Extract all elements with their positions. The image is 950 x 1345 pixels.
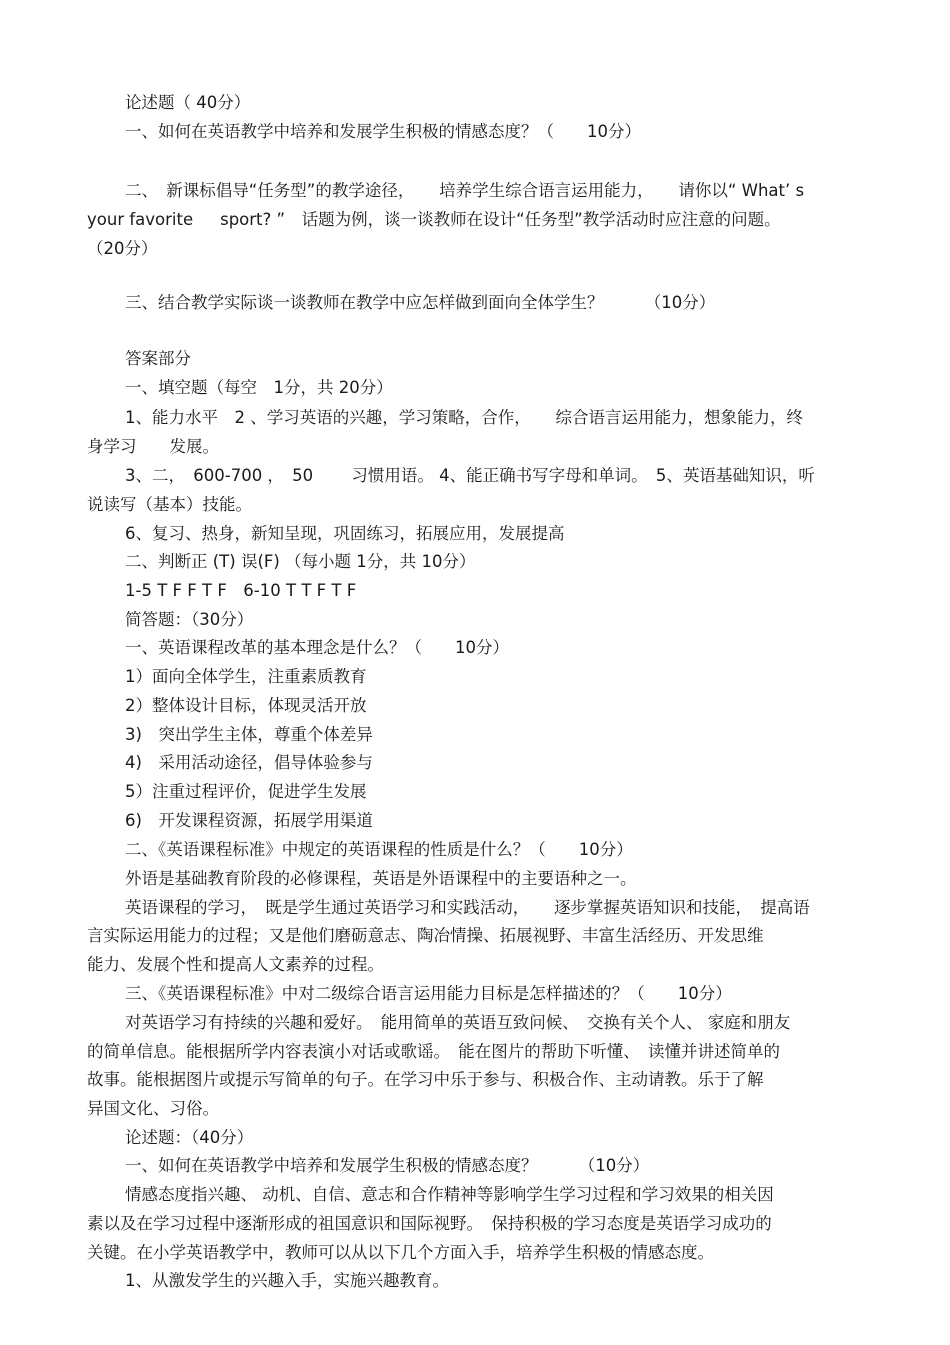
subsection-heading: 一、填空题（每空 1分，共 20分） [125, 378, 393, 397]
answer-line: 英语课程的学习， 既是学生通过英语学习和实践活动， 逐步掌握英语知识和技能， 提高语 [125, 898, 810, 917]
answer-line: 素以及在学习过程中逐渐形成的祖国意识和国际视野。 保持积极的学习态度是英语学习成功的 [87, 1214, 772, 1233]
question-line: 二、 新课标倡导“任务型”的教学途径， 培养学生综合语言运用能力， 请你以“ What’ s [125, 181, 805, 200]
answer-line: 异国文化、习俗。 [87, 1099, 219, 1118]
answer-line: 1、从激发学生的兴趣入手，实施兴趣教育。 [125, 1271, 449, 1290]
answer-line: 5）注重过程评价，促进学生发展 [125, 782, 367, 801]
question-line: 一、如何在英语教学中培养和发展学生积极的情感态度？（ 10分） [125, 122, 641, 141]
question-line: your favorite sport? ” 话题为例，谈一谈教师在设计“任务型”教学活动时应注意的问题。 [87, 210, 781, 229]
answer-line: 1）面向全体学生，注重素质教育 [125, 667, 367, 686]
answer-line: 2）整体设计目标，体现灵活开放 [125, 696, 367, 715]
question-line: 三、结合教学实际谈一谈教师在教学中应怎样做到面向全体学生？ （10分） [125, 293, 716, 312]
question-line: 一、如何在英语教学中培养和发展学生积极的情感态度？ （10分） [125, 1156, 650, 1175]
answer-line: 的简单信息。能根据所学内容表演小对话或歌谣。 能在图片的帮助下听懂、 读懂并讲述简单的 [87, 1042, 780, 1061]
subsection-heading: 二、判断正 (T) 误(F) （每小题 1分，共 10分） [125, 552, 476, 571]
answer-line: 1、能力水平 2 、学习英语的兴趣，学习策略，合作， 综合语言运用能力，想象能力，终 [125, 408, 803, 427]
answer-line: 6、复习、热身，新知呈现，巩固练习，拓展应用，发展提高 [125, 524, 565, 543]
answer-line: 身学习 发展。 [87, 437, 219, 456]
answer-line: 外语是基础教育阶段的必修课程，英语是外语课程中的主要语种之一。 [125, 869, 637, 888]
section-heading: 答案部分 [125, 349, 191, 368]
section-heading: 简答题：（30分） [125, 610, 254, 629]
question-line: 三、《英语课程标准》中对二级综合语言运用能力目标是怎样描述的？（ 10分） [125, 984, 732, 1003]
answer-line: 对英语学习有持续的兴趣和爱好。 能用简单的英语互致问候、 交换有关个人、 家庭和朋友 [125, 1013, 791, 1032]
answer-line: 4) 采用活动途径，倡导体验参与 [125, 753, 373, 772]
answer-line: 3) 突出学生主体，尊重个体差异 [125, 725, 373, 744]
section-heading: 论述题（ 40分） [125, 93, 251, 112]
section-heading: 论述题：（40分） [125, 1128, 254, 1147]
answer-line: 能力、发展个性和提高人文素养的过程。 [87, 955, 384, 974]
question-line: （20分） [87, 239, 158, 258]
answer-line: 说读写（基本）技能。 [87, 495, 252, 514]
answer-line: 故事。能根据图片或提示写简单的句子。在学习中乐于参与、积极合作、主动请教。乐于了解 [87, 1070, 764, 1089]
answer-line: 言实际运用能力的过程；又是他们磨砺意志、陶冶情操、拓展视野、丰富生活经历、开发思维 [87, 926, 764, 945]
answer-line: 3、二， 600-700 ， 50 习惯用语。 4、能正确书写字母和单词。 5、英语基础知识，听 [125, 466, 815, 485]
answer-line: 1-5 T F F T F 6-10 T T F T F [125, 581, 357, 600]
answer-line: 6) 开发课程资源，拓展学用渠道 [125, 811, 373, 830]
question-line: 一、英语课程改革的基本理念是什么？（ 10分） [125, 638, 509, 657]
question-line: 二、《英语课程标准》中规定的英语课程的性质是什么？（ 10分） [125, 840, 633, 859]
answer-line: 关键。在小学英语教学中，教师可以从以下几个方面入手，培养学生积极的情感态度。 [87, 1243, 714, 1262]
answer-line: 情感态度指兴趣、 动机、自信、意志和合作精神等影响学生学习过程和学习效果的相关因 [125, 1185, 774, 1204]
